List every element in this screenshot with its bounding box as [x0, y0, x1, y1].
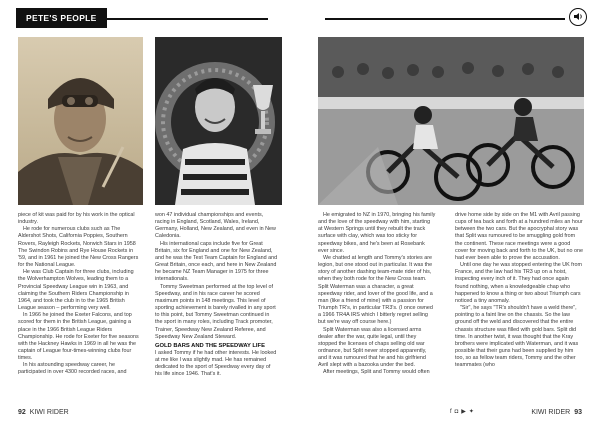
paragraph: "Sir", he says "TR's shouldn't have a weld there", pointing to a faint line on the chassis. So the law ground off the weld and discovered that the entire chassis structure was filled with gold bars. Split did time. In another twist, it was thought that the Kray brothers were implicated with Waterman, and it was possible that their guns had been supplied by him too, so as fellow team riders, Tommy and the other teammates (who — [455, 305, 579, 369]
text-column-2 — [155, 212, 278, 379]
paragraph: In 1966 he joined the Exeter Falcons, and top scored for them in the British League, gaining a place in the 1966 British League Riders Championship. He rode for Exeter for five seasons with the Hackney Hawks in 1969 in all he was the captain of League four-times-winning clubs four times. — [18, 312, 139, 362]
paragraph: piece of kit was paid for by his work in the optical industry. — [18, 212, 135, 226]
footer-right — [531, 409, 582, 416]
paragraph: Split Waterman was also a licensed arms dealer after the war, quite legal, until they stopped the licenses of chaps selling old war ordnance, but Split never stopped apparently, and it was rumoured that he and his girlfriend Avril slept with a bazooka under the bed. — [318, 326, 427, 369]
paragraph: He rode for numerous clubs such as The Aldershot Shots, California Poppies, Southern Rovers, Rayleigh Rockets, Norwich Stars in 1958 The Swindon Robins and Rye House Rockets in '59, and in 1961 he joined the New Cross Rangers for the National League. — [18, 226, 139, 269]
speaker-icon[interactable] — [569, 8, 587, 26]
twitter-icon[interactable]: ✦ — [468, 409, 477, 415]
youtube-icon[interactable]: ▶ — [461, 409, 469, 415]
text-column-4 — [455, 212, 583, 369]
footer-left — [18, 409, 69, 416]
header-rule-left — [100, 18, 268, 20]
magazine-name-right: KIWI RIDER — [531, 409, 571, 416]
paragraph: We chatted at length and Tommy's stories are legion, but one stood out in particular. It was the story of another dashing team-mate rider of his, when they both rode for the New Cross team. Split Waterman was a character, a great speedway rider, and lover of the good life, and a man (like a friend of mine) with a passion for Triumph TR's, in particular TR3's. (I once owned a 1966 TR4A IRS which I bitterly regret selling but we're way off course here.) — [318, 254, 433, 326]
paragraph: His international caps include five for Great Britain, six for England and one for New Zealand, and he was the Test Team Captain for England and Great Britain, once each, and here in New Zealand he became NZ Team Manager in 1975 for three internationals. — [155, 240, 278, 283]
magazine-name-left: KIWI RIDER — [29, 409, 69, 416]
paragraph: He was Club Captain for three clubs, including the Wolverhampton Wolves, leading them to a Provincial Speedway League win in 1963, and claiming the Southern Riders Championship in 1964, and took the club in to the 1965 British League season – performing very well. — [18, 269, 134, 312]
paragraph: drive home side by side on the M1 with Avril passing cups of tea back and forth at a hundred miles an hour between the two cars. But the apocryphal story was that Split was rumoured to be smuggling gold from the continent. These race meetings were a good cover for moving back and forth to the UK, but no one had ever been able to prove the accusation. — [455, 212, 583, 261]
paragraph: won 47 individual championships and events, racing in England, Scotland, Wales, Ireland, Germany, Holland, New Zealand, and even in New Caledonia. — [155, 212, 276, 240]
paragraph: Tommy Sweetman performed at the top level of Speedway, and in his race career he scored maximum points in 148 meetings. This level of sporting achievement is barely rivalled in any sport to this point, but Tommy Sweetman continued in the sport in many roles, including Track promoter, Trainer, Speedway New Zealand Referee, and Speedway New Zealand Steward. — [155, 283, 276, 340]
header-rule-right — [325, 18, 565, 20]
social-icons — [450, 408, 477, 415]
text-column-1 — [18, 212, 139, 377]
subheading: GOLD BARS AND THE SPEEDWAY LIFE — [155, 342, 265, 349]
page-number-right: 93 — [574, 409, 582, 416]
instagram-icon[interactable]: ◘ — [454, 409, 462, 415]
paragraph: Until one day he was stopped entering the UK from France, and the law had his TR3 up on a hoist, inspecting every inch of it. They had once again found nothing, when a knowledgeable chap who happened to know a thing or two about Triumph cars noticed a tiny anomaly. — [455, 262, 582, 304]
page-number-left: 92 — [18, 409, 26, 416]
paragraph: After meetings, Split and Tommy would often — [323, 369, 430, 376]
photo-portrait-helmet — [18, 37, 143, 205]
section-header — [0, 8, 600, 28]
section-tag: PETE'S PEOPLE — [16, 8, 107, 28]
facebook-icon[interactable]: f — [450, 409, 455, 415]
text-column-3 — [318, 212, 436, 377]
photo-race-action — [318, 37, 584, 205]
paragraph: In his astounding speedway career, he participated in over 4300 recorded races, and — [18, 362, 127, 376]
photo-portrait-trophy — [155, 37, 282, 205]
paragraph: I asked Tommy if he had other interests. He looked at me like I was slightly mad. He has remained dedicated to the sport of Speedway every day of his life since 1946. That's it. — [155, 349, 277, 378]
paragraph: He emigrated to NZ in 1970, bringing his family and the love of the speedway with him, starting at Western Springs until they rebuilt the track surface with clay, which was too sticky for speedway bikes, and he's been at Rosebank ever since. — [318, 212, 436, 254]
